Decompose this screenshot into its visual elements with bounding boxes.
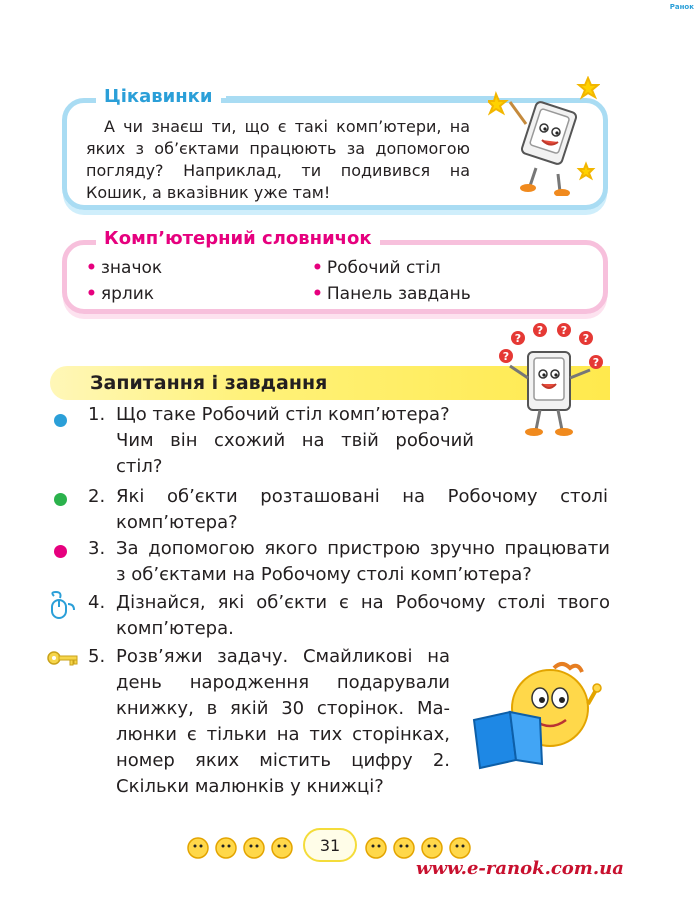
fact-text: А чи знаєш ти, що є такі комп’ютери, на яких з об’єктами працюють за допомогою погляду? Наприклад, ти подивився на Кошик, а вказівник уже там! — [86, 117, 470, 202]
vocab-label: ярлик — [100, 284, 155, 304]
tablet-character-question-icon — [492, 322, 610, 440]
question-5: 5. Розв’яжи задачу. Смайликові на день народження подарували книжку, в якій 30 сторінок. Ма- люнки є тільки на тих сторінках, номер яких містить цифру 2. Скільки малюнків у книжці? — [88, 646, 450, 797]
svg-text:?: ? — [502, 350, 510, 363]
publisher-logo: Ранок — [669, 3, 694, 11]
svg-text:?: ? — [536, 324, 544, 337]
question-2: 2. Які об’єкти розташовані на Робочому столі комп’ютера? — [88, 486, 608, 533]
page-number: 31 — [303, 828, 357, 862]
vocab-label: Робочий стіл — [326, 258, 441, 278]
vocab-item — [86, 283, 154, 305]
vocab-item — [312, 257, 441, 279]
question-marker-green — [54, 493, 67, 506]
bullet-icon: • — [86, 284, 97, 304]
vocab-item — [312, 283, 471, 305]
bullet-icon: • — [86, 258, 97, 278]
svg-text:?: ? — [592, 356, 600, 369]
vocab-label: значок — [100, 258, 163, 278]
question-1: 1. Що таке Робочий стіл комп’ютера? Чим він схожий на твій робочий стіл? — [88, 404, 474, 477]
svg-text:?: ? — [514, 332, 522, 345]
vocabulary-title: Комп’ютерний словничок — [96, 228, 380, 249]
vocab-item — [86, 257, 162, 279]
fact-box-title: Цікавинки — [96, 86, 221, 107]
svg-text:?: ? — [560, 324, 568, 337]
footer-url[interactable]: www.e-ranok.com.ua — [416, 858, 624, 879]
svg-text:?: ? — [582, 332, 590, 345]
smiley-reading-book-icon — [470, 660, 610, 770]
footer-smileys-left-icon — [186, 832, 298, 862]
tablet-character-wand-icon — [488, 76, 600, 196]
question-marker-pink — [54, 545, 67, 558]
question-marker-blue — [54, 414, 67, 427]
mouse-icon — [48, 590, 78, 620]
vocab-label: Панель завдань — [326, 284, 471, 304]
fact-box-title-line — [226, 96, 496, 99]
bullet-icon: • — [312, 258, 323, 278]
question-4: 4. Дізнайся, які об’єкти є на Робочому столі твого комп’ютера. — [88, 592, 610, 639]
key-icon — [46, 646, 80, 670]
question-3: 3. За допомогою якого пристрою зручно працювати з об’єктами на Робочому столі комп’ютера? — [88, 538, 610, 585]
questions-title: Запитання і завдання — [90, 372, 328, 394]
bullet-icon: • — [312, 284, 323, 304]
